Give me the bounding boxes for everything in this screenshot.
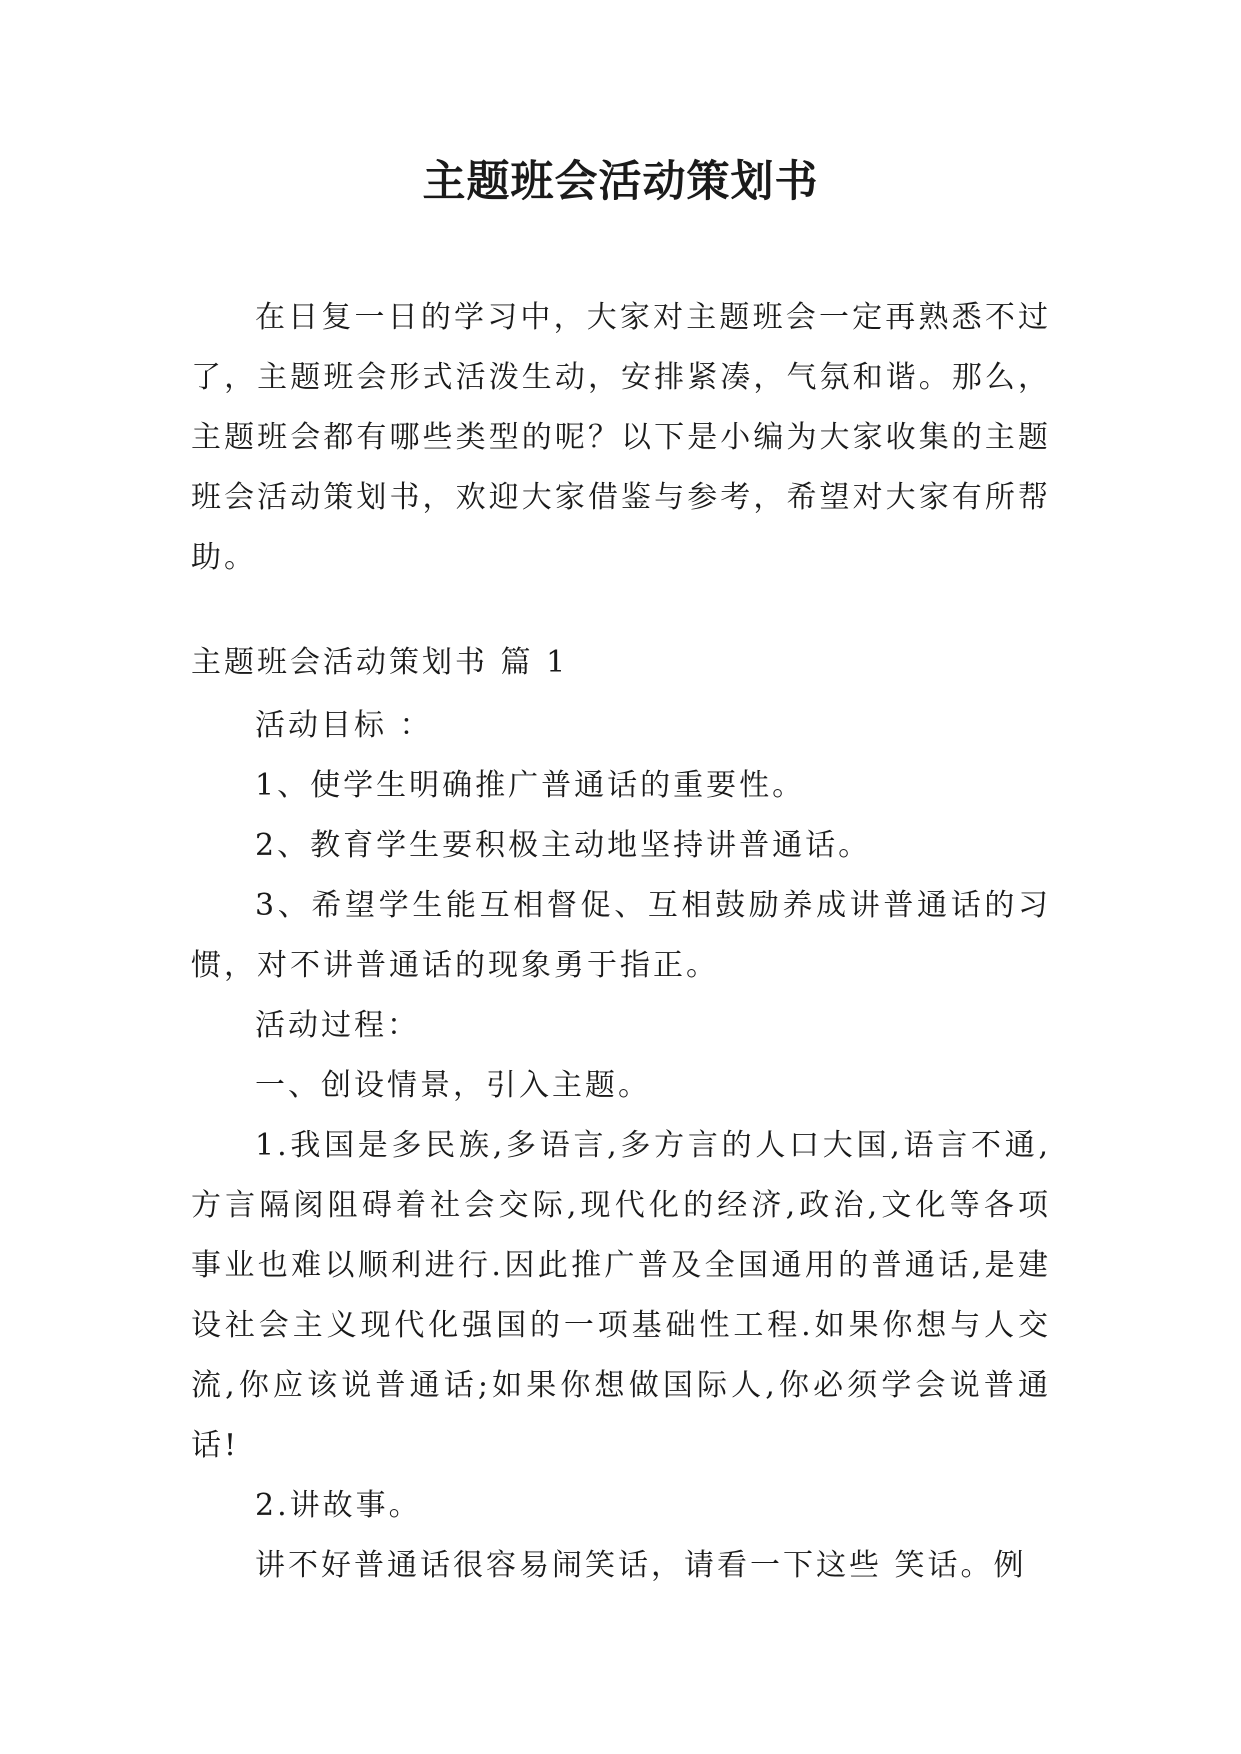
paragraph-goal-heading: 活动目标 ：: [255, 708, 433, 743]
paragraph-goal-1: 1、使学生明确推广普通话的重要性。: [255, 768, 806, 803]
paragraph-step-2-detail: 讲不好普通话很容易闹笑话，请看一下这些 笑话。例: [255, 1548, 1027, 1583]
section-heading: 主题班会活动策划书 篇 1: [191, 645, 569, 680]
intro-paragraph: 在日复一日的学习中，大家对主题班会一定再熟悉不过了，主题班会形式活泼生动，安排紧凑，气氛和谐。那么，主题班会都有哪些类型的呢？以下是小编为大家收集的主题班会活动策划书，欢迎大家借鉴与参考，希望对大家有所帮助。: [191, 300, 1051, 575]
paragraph-step-2: 2.讲故事。: [255, 1488, 422, 1523]
page-title: 主题班会活动策划书: [422, 157, 819, 207]
paragraph-step-1: 一、创设情景，引入主题。: [255, 1068, 651, 1103]
paragraph-step-1-detail: 1.我国是多民族,多语言,多方言的人口大国,语言不通,方言隔阂阻碍着社会交际,现代化的经济,政治,文化等各项事业也难以顺利进行.因此推广普及全国通用的普通话,是建设社会主义现代化强国的一项基础性工程.如果你想与人交流,你应该说普通话;如果你想做国际人,你必须学会说普通话!: [191, 1128, 1051, 1463]
paragraph-process-heading: 活动过程：: [255, 1008, 420, 1043]
section-content: [191, 696, 1051, 1596]
paragraph-goal-3: 3、希望学生能互相督促、互相鼓励养成讲普通话的习惯，对不讲普通话的现象勇于指正。: [191, 888, 1051, 983]
paragraph-goal-2: 2、教育学生要积极主动地坚持讲普通话。: [255, 828, 872, 863]
